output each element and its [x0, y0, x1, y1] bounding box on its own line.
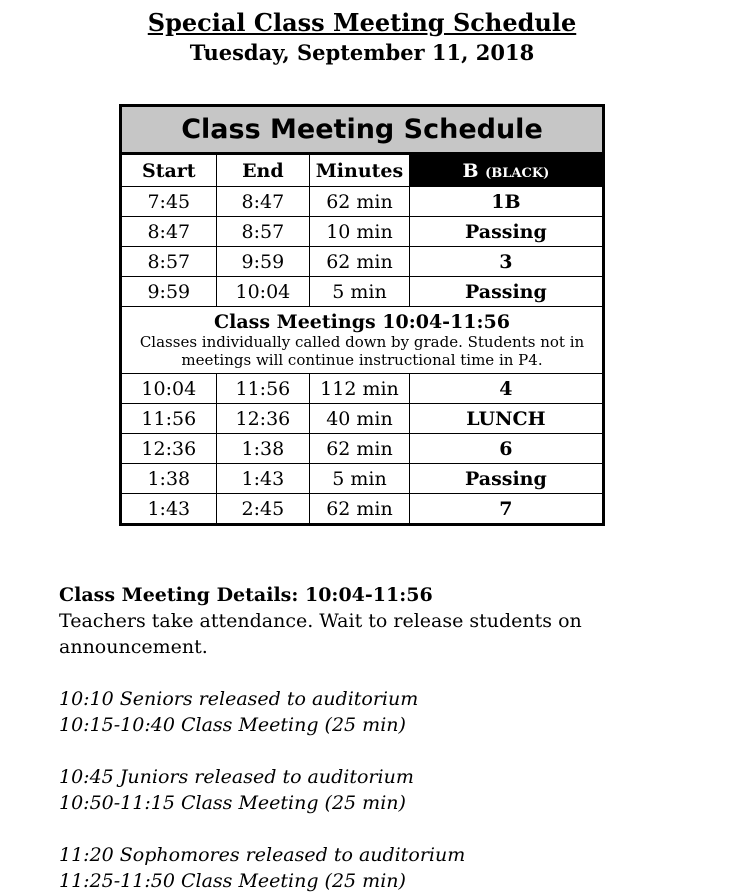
table-row [121, 187, 604, 217]
cell-period: 1B [409, 187, 603, 217]
cell-start: 11:56 [121, 404, 217, 434]
col-minutes: Minutes [310, 154, 410, 187]
cell-start: 8:47 [121, 217, 217, 247]
cell-period: 4 [409, 374, 603, 404]
cell-start: 7:45 [121, 187, 217, 217]
cell-start: 12:36 [121, 434, 217, 464]
cell-period: Passing [409, 277, 603, 307]
cell-end: 10:04 [216, 277, 310, 307]
cell-start: 1:43 [121, 494, 217, 525]
cell-minutes: 62 min [310, 187, 410, 217]
col-start: Start [121, 154, 217, 187]
meeting-details [59, 582, 734, 894]
page-title: Special Class Meeting Schedule [147, 8, 577, 37]
cell-minutes: 62 min [310, 494, 410, 525]
cell-end: 11:56 [216, 374, 310, 404]
details-line: 11:20 Sophomores released to auditorium [59, 844, 466, 866]
cell-end: 12:36 [216, 404, 310, 434]
cell-minutes: 62 min [310, 247, 410, 277]
note-line: Classes individually called down by grade. Students not in [139, 333, 585, 352]
details-line: 10:50-11:15 Class Meeting (25 min) [59, 792, 406, 814]
cell-period: 6 [409, 434, 603, 464]
cell-end: 8:57 [216, 217, 310, 247]
table-row [121, 374, 604, 404]
table-row [121, 494, 604, 525]
details-line: 10:45 Juniors released to auditorium [59, 766, 414, 788]
col-schedule-b: B (BLACK) [409, 154, 603, 187]
cell-minutes: 40 min [310, 404, 410, 434]
cell-minutes: 62 min [310, 434, 410, 464]
table-row [121, 247, 604, 277]
page-date: Tuesday, September 11, 2018 [189, 40, 535, 65]
table-banner: Class Meeting Schedule [121, 106, 604, 154]
class-meetings-note [121, 307, 604, 374]
cell-end: 1:43 [216, 464, 310, 494]
cell-period: Passing [409, 464, 603, 494]
cell-start: 1:38 [121, 464, 217, 494]
cell-period: Passing [409, 217, 603, 247]
cell-start: 9:59 [121, 277, 217, 307]
table-row [121, 277, 604, 307]
cell-period: LUNCH [409, 404, 603, 434]
table-row [121, 217, 604, 247]
details-line: 10:15-10:40 Class Meeting (25 min) [59, 714, 406, 736]
cell-minutes: 112 min [310, 374, 410, 404]
cell-period: 7 [409, 494, 603, 525]
cell-end: 1:38 [216, 434, 310, 464]
cell-start: 8:57 [121, 247, 217, 277]
table-row [121, 404, 604, 434]
details-line: 10:10 Seniors released to auditorium [59, 688, 419, 710]
note-line: meetings will continue instructional time in P4. [181, 351, 543, 370]
cell-end: 2:45 [216, 494, 310, 525]
table-row [121, 434, 604, 464]
cell-period: 3 [409, 247, 603, 277]
cell-end: 9:59 [216, 247, 310, 277]
details-intro: Teachers take attendance. Wait to release students on announcement. [59, 610, 582, 658]
cell-minutes: 10 min [310, 217, 410, 247]
table-row [121, 464, 604, 494]
col-end: End [216, 154, 310, 187]
cell-start: 10:04 [121, 374, 217, 404]
schedule-table [119, 104, 605, 526]
details-heading: Class Meeting Details: 10:04-11:56 [59, 584, 433, 606]
cell-end: 8:47 [216, 187, 310, 217]
cell-minutes: 5 min [310, 464, 410, 494]
cell-minutes: 5 min [310, 277, 410, 307]
details-line: 11:25-11:50 Class Meeting (25 min) [59, 870, 406, 892]
note-title: Class Meetings 10:04-11:56 [214, 310, 510, 333]
